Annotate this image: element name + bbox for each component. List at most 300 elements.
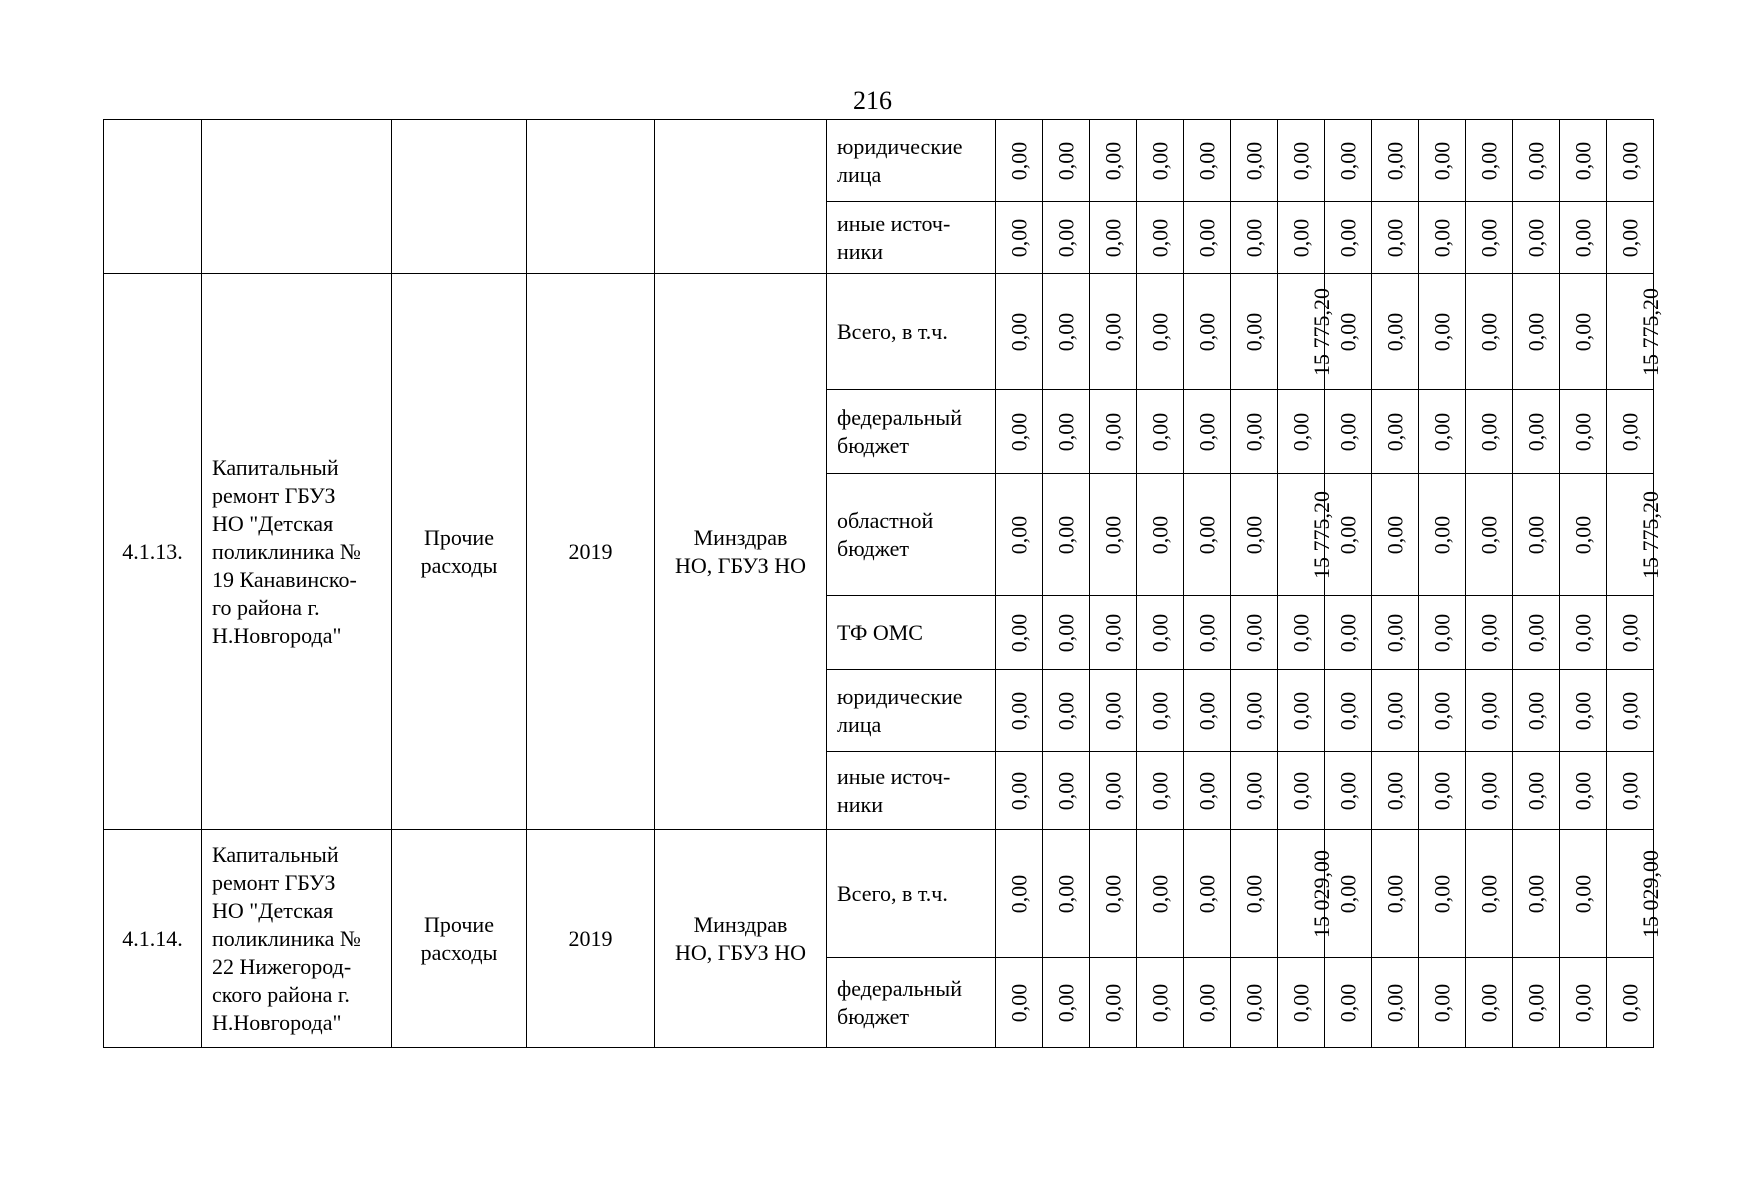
funding-source-label: федеральный бюджет [837,404,962,458]
amount-cell [1090,830,1137,958]
amount-value: 0,00 [1241,874,1266,913]
amount-value: 0,00 [1100,691,1125,730]
item-number [104,120,202,274]
amount-cell [1466,958,1513,1048]
amount-value: 0,00 [1335,771,1360,810]
amount-cell [1184,830,1231,958]
amount-value: 0,00 [1476,412,1501,451]
amount-value: 0,00 [1147,218,1172,257]
amount-value: 0,00 [1006,412,1031,451]
amount-value: 0,00 [1476,613,1501,652]
amount-value: 0,00 [1006,874,1031,913]
amount-value: 0,00 [1194,412,1219,451]
amount-cell [1278,120,1325,202]
item-executor [655,830,827,1048]
amount-cell [996,670,1043,752]
amount-cell [1466,390,1513,474]
amount-cell [1278,670,1325,752]
amount-value: 0,00 [1429,983,1454,1022]
amount-cell [1607,202,1654,274]
amount-value: 0,00 [1476,771,1501,810]
amount-cell [1090,958,1137,1048]
amount-value: 0,00 [1570,983,1595,1022]
amount-cell [1043,274,1090,390]
amount-value: 0,00 [1476,691,1501,730]
amount-cell [1137,120,1184,202]
item-year [527,120,655,274]
amount-cell [1607,390,1654,474]
expense-type [392,274,527,830]
expense-type-text: Прочие расходы [420,524,498,578]
amount-value: 0,00 [1523,141,1548,180]
amount-value: 15 029,00 [1309,849,1334,938]
amount-cell [1560,274,1607,390]
amount-value: 0,00 [1147,412,1172,451]
funding-source-label: юридические лица [837,683,963,737]
funding-source [827,120,996,202]
amount-value: 0,00 [1288,141,1313,180]
amount-cell [1231,474,1278,596]
amount-value: 0,00 [1335,691,1360,730]
amount-value: 0,00 [1476,983,1501,1022]
amount-value: 0,00 [1288,691,1313,730]
amount-value: 0,00 [1006,691,1031,730]
amount-cell [1137,830,1184,958]
amount-cell [1372,596,1419,670]
amount-cell [1372,120,1419,202]
amount-cell [1419,752,1466,830]
amount-value: 0,00 [1006,218,1031,257]
amount-cell [1184,670,1231,752]
amount-cell [1372,202,1419,274]
amount-value: 0,00 [1288,771,1313,810]
item-number [104,830,202,1048]
item-year [527,830,655,1048]
funding-source-label: Всего, в т.ч. [837,880,948,906]
amount-value: 0,00 [1617,613,1642,652]
amount-value: 0,00 [1335,141,1360,180]
amount-value: 0,00 [1288,983,1313,1022]
amount-value: 0,00 [1382,613,1407,652]
amount-cell [1372,670,1419,752]
amount-value: 0,00 [1523,983,1548,1022]
amount-cell [1325,958,1372,1048]
amount-cell [1419,202,1466,274]
amount-cell [1560,958,1607,1048]
amount-cell [1137,958,1184,1048]
amount-cell [1090,752,1137,830]
amount-value: 0,00 [1570,691,1595,730]
amount-value: 0,00 [1288,412,1313,451]
amount-value: 0,00 [1053,691,1078,730]
amount-value: 0,00 [1194,515,1219,554]
amount-value: 0,00 [1382,691,1407,730]
amount-cell [1513,274,1560,390]
amount-value: 0,00 [1241,412,1266,451]
amount-value: 0,00 [1053,613,1078,652]
amount-cell [1372,830,1419,958]
amount-value: 0,00 [1100,412,1125,451]
amount-value: 0,00 [1429,613,1454,652]
amount-value: 0,00 [1006,141,1031,180]
amount-cell [1184,596,1231,670]
amount-cell [1043,390,1090,474]
amount-cell [1278,830,1334,958]
amount-cell [1043,474,1090,596]
amount-cell [1231,958,1278,1048]
amount-value: 0,00 [1241,218,1266,257]
amount-value: 0,00 [1147,771,1172,810]
amount-cell [1231,830,1278,958]
amount-value: 0,00 [1241,691,1266,730]
amount-cell [1043,120,1090,202]
amount-value: 0,00 [1194,691,1219,730]
amount-value: 0,00 [1194,312,1219,351]
amount-value: 0,00 [1523,218,1548,257]
item-number-text: 4.1.13. [122,538,183,564]
page-number: 216 [853,86,892,115]
amount-value: 0,00 [1570,412,1595,451]
amount-cell [1090,474,1137,596]
amount-cell [1184,202,1231,274]
amount-cell [1043,752,1090,830]
amount-value: 0,00 [1147,613,1172,652]
item-name [202,830,392,1048]
amount-cell [996,958,1043,1048]
item-number [104,274,202,830]
amount-cell [1419,120,1466,202]
amount-value: 0,00 [1382,218,1407,257]
funding-source-label: юридические лица [837,133,963,187]
amount-value: 0,00 [1053,515,1078,554]
funding-source [827,752,996,830]
amount-cell [1513,474,1560,596]
funding-source-label: Всего, в т.ч. [837,318,948,344]
amount-cell [1325,474,1372,596]
table-row [104,120,1654,202]
amount-value: 0,00 [1053,141,1078,180]
amount-value: 0,00 [1288,218,1313,257]
amount-cell [1560,390,1607,474]
amount-cell [1372,958,1419,1048]
amount-cell [1607,670,1654,752]
amount-cell [1560,830,1607,958]
amount-value: 0,00 [1241,613,1266,652]
amount-value: 0,00 [1382,412,1407,451]
amount-cell [1231,274,1278,390]
amount-cell [1278,474,1334,596]
item-executor [655,120,827,274]
amount-cell [1325,274,1372,390]
amount-value: 0,00 [1570,141,1595,180]
amount-cell [1513,390,1560,474]
amount-cell [1372,752,1419,830]
amount-cell [1090,390,1137,474]
amount-value: 0,00 [1006,613,1031,652]
amount-cell [1513,830,1560,958]
amount-cell [1043,596,1090,670]
amount-cell [1090,202,1137,274]
amount-value: 0,00 [1241,983,1266,1022]
funding-source-label: областной бюджет [837,507,934,561]
amount-cell [996,830,1043,958]
amount-value: 0,00 [1476,515,1501,554]
amount-cell [1560,474,1607,596]
amount-cell [1137,752,1184,830]
amount-cell [1513,670,1560,752]
amount-value: 0,00 [1476,218,1501,257]
amount-cell [1325,202,1372,274]
funding-source [827,596,996,670]
amount-value: 0,00 [1100,983,1125,1022]
amount-value: 0,00 [1523,874,1548,913]
amount-cell [1231,670,1278,752]
amount-value: 0,00 [1053,983,1078,1022]
amount-cell [1137,202,1184,274]
amount-value: 0,00 [1523,412,1548,451]
amount-value: 0,00 [1053,771,1078,810]
amount-cell [1419,390,1466,474]
item-executor-text: Минздрав НО, ГБУЗ НО [675,524,806,578]
expense-type [392,120,527,274]
amount-cell [1184,958,1231,1048]
amount-cell [1419,474,1466,596]
amount-cell [1184,752,1231,830]
amount-value: 0,00 [1335,874,1360,913]
amount-value: 0,00 [1053,312,1078,351]
amount-value: 0,00 [1288,613,1313,652]
amount-value: 0,00 [1335,312,1360,351]
amount-cell [1278,958,1325,1048]
amount-cell [1466,596,1513,670]
table-row [104,830,1654,958]
amount-cell [1560,120,1607,202]
amount-value: 0,00 [1100,874,1125,913]
amount-cell [1466,120,1513,202]
item-name-text: Капитальный ремонт ГБУЗ НО "Детская поликлиника № 22 Нижегород- ского района г. Н.Новгорода" [212,841,361,1035]
amount-cell [1184,274,1231,390]
amount-cell [1043,670,1090,752]
amount-value: 0,00 [1523,515,1548,554]
item-year [527,274,655,830]
amount-value: 15 775,20 [1638,490,1663,579]
amount-value: 0,00 [1382,141,1407,180]
amount-cell [1278,596,1325,670]
funding-source [827,670,996,752]
amount-value: 0,00 [1429,874,1454,913]
amount-value: 0,00 [1429,412,1454,451]
amount-cell [1231,752,1278,830]
amount-value: 0,00 [1570,874,1595,913]
amount-value: 0,00 [1382,312,1407,351]
amount-value: 0,00 [1476,312,1501,351]
amount-cell [1325,120,1372,202]
amount-cell [1513,202,1560,274]
amount-value: 0,00 [1523,613,1548,652]
amount-value: 0,00 [1523,771,1548,810]
amount-value: 0,00 [1006,312,1031,351]
amount-value: 0,00 [1335,412,1360,451]
amount-cell [1090,120,1137,202]
amount-cell [1278,202,1325,274]
amount-cell [996,752,1043,830]
item-year-text: 2019 [568,538,613,564]
amount-cell [1137,670,1184,752]
amount-value: 0,00 [1241,771,1266,810]
amount-cell [1607,830,1663,958]
amount-value: 0,00 [1194,874,1219,913]
amount-value: 0,00 [1570,515,1595,554]
item-name [202,274,392,830]
amount-value: 0,00 [1429,312,1454,351]
amount-value: 0,00 [1194,141,1219,180]
amount-cell [1513,752,1560,830]
expense-type [392,830,527,1048]
amount-cell [1513,120,1560,202]
amount-value: 0,00 [1570,771,1595,810]
amount-value: 0,00 [1523,691,1548,730]
amount-cell [1043,202,1090,274]
amount-cell [996,474,1043,596]
amount-cell [1325,752,1372,830]
table-row [104,274,1654,390]
amount-value: 0,00 [1570,218,1595,257]
amount-value: 0,00 [1100,515,1125,554]
amount-cell [1419,596,1466,670]
amount-value: 0,00 [1382,515,1407,554]
amount-value: 0,00 [1335,983,1360,1022]
amount-value: 0,00 [1523,312,1548,351]
amount-cell [1607,752,1654,830]
amount-cell [1184,390,1231,474]
amount-value: 0,00 [1194,613,1219,652]
amount-cell [996,596,1043,670]
item-executor [655,274,827,830]
amount-cell [1372,474,1419,596]
amount-cell [1184,120,1231,202]
amount-cell [1513,958,1560,1048]
amount-cell [1607,120,1654,202]
amount-cell [1560,670,1607,752]
amount-cell [1466,202,1513,274]
amount-value: 0,00 [1570,613,1595,652]
amount-cell [1325,390,1372,474]
amount-cell [1090,596,1137,670]
amount-cell [1325,596,1372,670]
amount-cell [1560,202,1607,274]
amount-cell [1325,830,1372,958]
amount-value: 0,00 [1147,141,1172,180]
amount-value: 15 029,00 [1638,849,1663,938]
amount-cell [1278,752,1325,830]
amount-value: 0,00 [1147,691,1172,730]
amount-value: 0,00 [1429,141,1454,180]
amount-cell [1231,596,1278,670]
amount-cell [1043,958,1090,1048]
amount-value: 0,00 [1382,874,1407,913]
amount-cell [1419,830,1466,958]
amount-value: 0,00 [1617,218,1642,257]
funding-source [827,390,996,474]
amount-value: 0,00 [1429,515,1454,554]
amount-cell [1278,274,1334,390]
amount-cell [1466,752,1513,830]
amount-cell [1607,274,1663,390]
amount-cell [1607,474,1663,596]
amount-value: 0,00 [1335,218,1360,257]
funding-source-label: иные источ- ники [837,210,951,264]
amount-value: 0,00 [1147,874,1172,913]
amount-value: 0,00 [1100,771,1125,810]
amount-value: 0,00 [1147,312,1172,351]
amount-value: 0,00 [1241,141,1266,180]
amount-value: 0,00 [1006,515,1031,554]
amount-value: 0,00 [1241,515,1266,554]
amount-value: 0,00 [1617,983,1642,1022]
funding-source [827,202,996,274]
amount-cell [1419,670,1466,752]
funding-source [827,474,996,596]
amount-cell [1184,474,1231,596]
expense-type-text: Прочие расходы [420,911,498,965]
amount-value: 0,00 [1100,218,1125,257]
amount-cell [1466,474,1513,596]
funding-source-label: ТФ ОМС [837,619,923,645]
amount-value: 0,00 [1194,983,1219,1022]
amount-value: 0,00 [1429,218,1454,257]
amount-value: 0,00 [1382,983,1407,1022]
item-number-text: 4.1.14. [122,925,183,951]
amount-cell [996,120,1043,202]
amount-cell [1466,670,1513,752]
amount-cell [1372,390,1419,474]
amount-cell [1137,390,1184,474]
amount-value: 15 775,20 [1309,287,1334,376]
amount-cell [1090,670,1137,752]
amount-value: 15 775,20 [1309,490,1334,579]
amount-cell [1466,274,1513,390]
amount-value: 0,00 [1100,312,1125,351]
amount-value: 0,00 [1006,771,1031,810]
budget-table [103,119,1663,1048]
amount-cell [1607,958,1654,1048]
item-year-text: 2019 [568,925,613,951]
amount-value: 0,00 [1053,218,1078,257]
amount-cell [1231,390,1278,474]
amount-value: 0,00 [1617,412,1642,451]
amount-cell [1043,830,1090,958]
amount-value: 0,00 [1147,515,1172,554]
funding-source [827,830,996,958]
amount-cell [1419,958,1466,1048]
funding-source-label: иные источ- ники [837,763,951,817]
amount-cell [1560,596,1607,670]
amount-cell [996,274,1043,390]
amount-value: 0,00 [1053,412,1078,451]
amount-value: 0,00 [1476,874,1501,913]
amount-cell [1560,752,1607,830]
item-executor-text: Минздрав НО, ГБУЗ НО [675,911,806,965]
amount-cell [1278,390,1325,474]
amount-cell [1231,202,1278,274]
amount-cell [1137,596,1184,670]
amount-value: 0,00 [1617,691,1642,730]
amount-cell [1607,596,1654,670]
amount-value: 0,00 [1100,141,1125,180]
amount-value: 0,00 [1053,874,1078,913]
amount-cell [1231,120,1278,202]
amount-value: 0,00 [1617,141,1642,180]
